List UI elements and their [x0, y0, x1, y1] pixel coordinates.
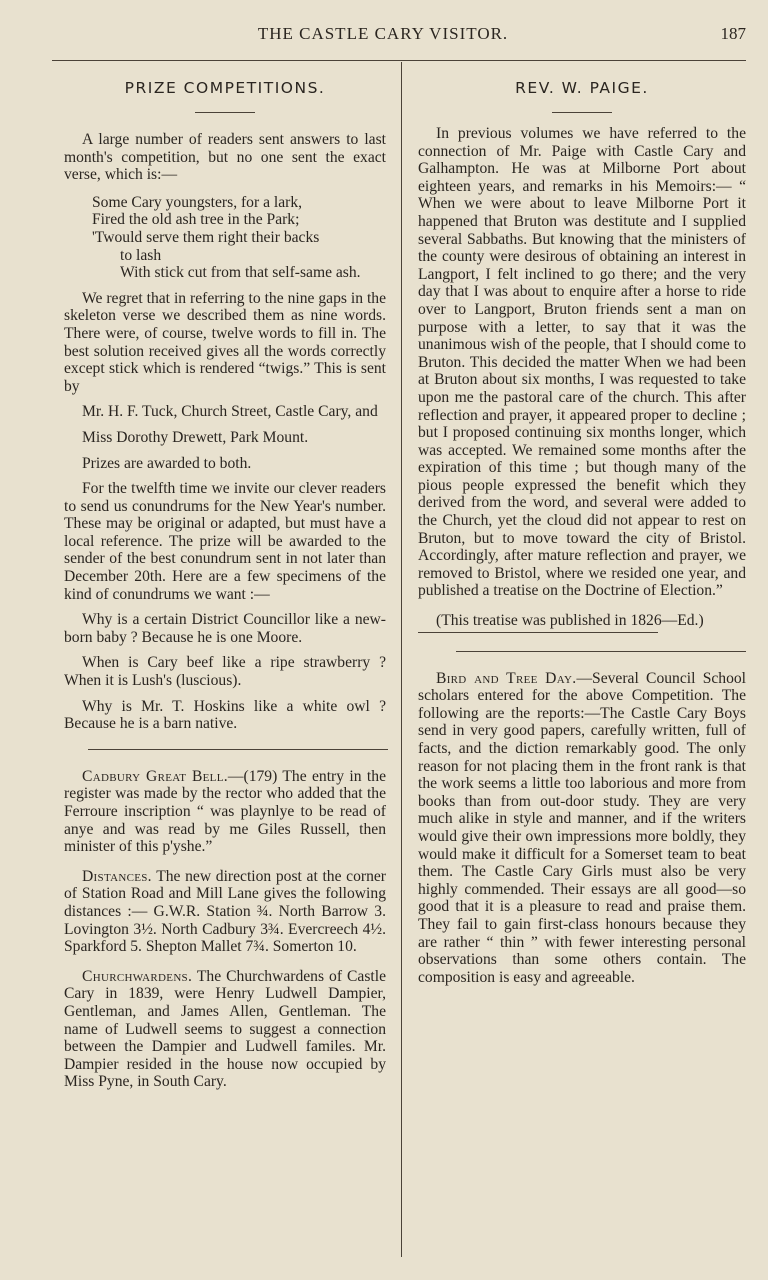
cadbury-bell-text: —(179) The entry in the register was made by the rector who added that the Ferroure inscription “ was playnlye to be read of anye and was read by me Giles Russell, then minister of this p'yshe.”	[64, 767, 386, 856]
paragraph: For the twelfth time we invite our clever readers to send us conundrums for the New Year's number. These may be original or adapted, but must have a local reference. The prize will be awarded to the sender of the best conundrum sent in not later than December 20th. Here are a few specimens of the kind of conundrums we want :—	[64, 480, 386, 603]
bird-tree-day-text: —Several Council School scholars entered for the above Competition. The following are the reports:—The Castle Cary Boys send in very good papers, carefully written, full of facts, and the diction remarkably good. The only reason for not placing them in the front rank is that the work seems a little too laborious and more from books than from out-door study. They are very much alike in style and manner, and if the writers would give their own impressions more boldly, they would make it difficult for a Somerset team to beat them. The Castle Cary Girls must also be very highly commended. Their essays are all good—so good that it is a pleasure to read and praise them. They fail to gain first-class honours because they are rather “ thin ” with fewer interesting personal observations than some others contain. The composition is easy and agreeable.	[418, 669, 747, 986]
bird-tree-day-heading: Bird and Tree Day.	[436, 669, 577, 687]
distances-paragraph	[64, 868, 386, 956]
paragraph: We regret that in referring to the nine gaps in the skeleton verse we described them as nine words. There were, of course, twelve words to fill in. The best solution received gives all the words correctly except stick which is rendered “twigs.” This is sent by	[64, 289, 386, 395]
churchwardens-paragraph	[64, 968, 386, 1091]
running-title: THE CASTLE CARY VISITOR.	[257, 24, 509, 43]
cadbury-bell-heading: Cadbury Great Bell.	[82, 767, 228, 785]
section-rule	[456, 651, 746, 652]
verse-line: 'Twould serve them right their backs	[92, 228, 320, 246]
paragraph: Prizes are awarded to both.	[82, 454, 252, 472]
prize-competitions-title: PRIZE COMPETITIONS.	[124, 79, 326, 97]
churchwardens-text: The Churchwardens of Castle Cary in 1839, were Henry Ludwell Dampier, Gentleman, and James Allen, Gentleman. The name of Ludwell seems to suggest a connection between the Dampier and Ludwell familes. Mr. Dampier resided in the house now occupied by Miss Pyne, in South Cary.	[64, 967, 386, 1091]
bird-tree-day-paragraph	[418, 670, 746, 987]
paragraph: Miss Dorothy Drewett, Park Mount.	[82, 428, 309, 446]
paragraph: A large number of readers sent answers to last month's competition, but no one sent the exact verse, which is:—	[64, 131, 386, 184]
paragraph: In previous volumes we have referred to the connection of Mr. Paige with Castle Cary and Galhampton. He was at Milborne Port about eighteen years, and remarks in his Memoirs:— “ When we were about to leave Milborne Port it happened that Bruton was destitute and I supplied several Sabbaths. But knowing that the ministers of the county were desirous of obtaining an interest in Langport, I felt inclined to go there; and the very day that I was about to enquire after a horse to ride over to Langport, Bruton friends sent a man on purpose with a letter, to say that it was the unanimous wish of the people, that I should come to Bruton. This decided the matter When we had been at Bruton about six months, I was requested to take upon me the pastoral care of the church. This after reflection and prayer, it appeared proper to decline ; but I proposed continuing six months longer, which was accepted. We remained some months after the expiration of this time ; but though many of the pious people expressed the benefit which they derived from the word, and several were added to the Church, yet the cloud did not appear to rest on Bruton, but to move toward the city of Bristol. Accordingly, after mature reflection and prayer, we removed to Bristol, where we resided one year, and published a treatise on the Doctrine of Election.”	[418, 125, 746, 600]
right-column	[418, 62, 746, 986]
editor-note: (This treatise was published in 1826—Ed.)	[436, 612, 704, 630]
distances-text: The new direction post at the corner of Station Road and Mill Lane gives the following distances :— G.W.R. Station ¾. North Barrow 3. Lovington 3½. North Cadbury 3¾. Evercreech 4½. Sparkford 5. Shepton Mallet 7¾. Somerton 10.	[64, 867, 386, 956]
title-rule	[552, 112, 612, 113]
left-column	[64, 62, 386, 1091]
page-number: 187	[720, 24, 746, 43]
verse	[64, 194, 386, 282]
column-rule	[401, 62, 402, 1257]
cadbury-bell-paragraph	[64, 768, 386, 856]
verse-line: Fired the old ash tree in the Park;	[92, 211, 300, 229]
header-rule	[52, 60, 746, 61]
verse-line: Some Cary youngsters, for a lark,	[92, 193, 303, 211]
rev-paige-title: REV. W. PAIGE.	[515, 79, 649, 97]
title-rule	[195, 112, 255, 113]
churchwardens-heading: Churchwardens.	[82, 967, 193, 985]
editor-note-rule	[418, 632, 658, 633]
section-rule	[88, 749, 388, 750]
verse-line: to lash	[120, 246, 162, 264]
conundrum: When is Cary beef like a ripe strawberry ? When it is Lush's (luscious).	[64, 654, 386, 690]
verse-line: With stick cut from that self-same ash.	[120, 264, 361, 282]
conundrum: Why is Mr. T. Hoskins like a white owl ? Because he is a barn native.	[64, 697, 386, 733]
paragraph: Mr. H. F. Tuck, Church Street, Castle Cary, and	[82, 403, 378, 421]
conundrum: Why is a certain District Councillor like a new-born baby ? Because he is one Moore.	[64, 611, 386, 646]
distances-heading: Distances.	[82, 867, 152, 885]
running-header	[20, 22, 746, 46]
